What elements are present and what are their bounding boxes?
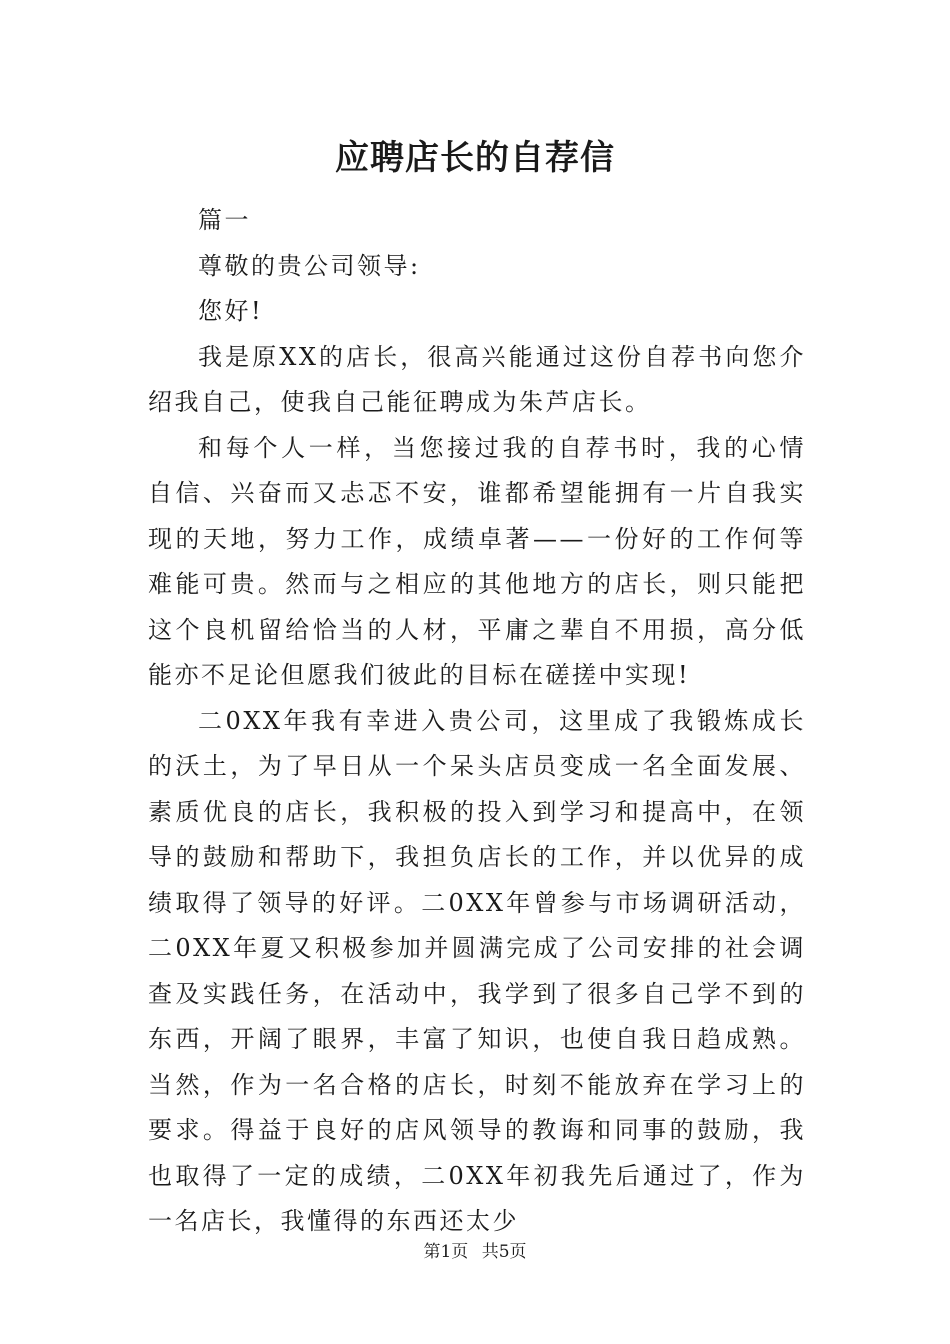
paragraph: 我是原XX的店长，很高兴能通过这份自荐书向您介绍我自己，使我自己能征聘成为朱芦店长。 xyxy=(148,342,806,416)
salutation: 尊敬的贵公司领导: xyxy=(198,251,421,280)
page-footer xyxy=(0,1240,950,1264)
page-number: 第1页 xyxy=(423,1242,469,1262)
section-heading: 篇一 xyxy=(198,206,251,234)
paragraph: 和每个人一样，当您接过我的自荐书时，我的心情自信、兴奋而又忐忑不安，谁都希望能拥有一片自我实现的天地，努力工作，成绩卓著——一份好的工作何等难能可贵。然而与之相应的其他地方的店长，则只能把这个良机留给恰当的人材，平庸之辈自不用损，高分低能亦不足论但愿我们彼此的目标在磋搓中实现! xyxy=(148,433,806,689)
document-title: 应聘店长的自荐信 xyxy=(335,138,615,178)
greeting: 您好! xyxy=(198,297,264,325)
paragraph: 二0XX年我有幸进入贵公司，这里成了我锻炼成长的沃土，为了早日从一个呆头店员变成一名全面发展、素质优良的店长，我积极的投入到学习和提高中，在领导的鼓励和帮助下，我担负店长的工作，并以优异的成绩取得了领导的好评。二0XX年曾参与市场调研活动，二0XX年夏又积极参加并圆满完成了公司安排的社会调查及实践任务，在活动中，我学到了很多自己学不到的东西，开阔了眼界，丰富了知识，也使自我日趋成熟。当然，作为一名合格的店长，时刻不能放弃在学习上的要求。得益于良好的店风领导的教诲和同事的鼓励，我也取得了一定的成绩，二0XX年初我先后通过了，作为一名店长，我懂得的东西还太少 xyxy=(148,706,806,1235)
document-body xyxy=(148,198,806,1245)
page-total: 共5页 xyxy=(481,1242,527,1262)
